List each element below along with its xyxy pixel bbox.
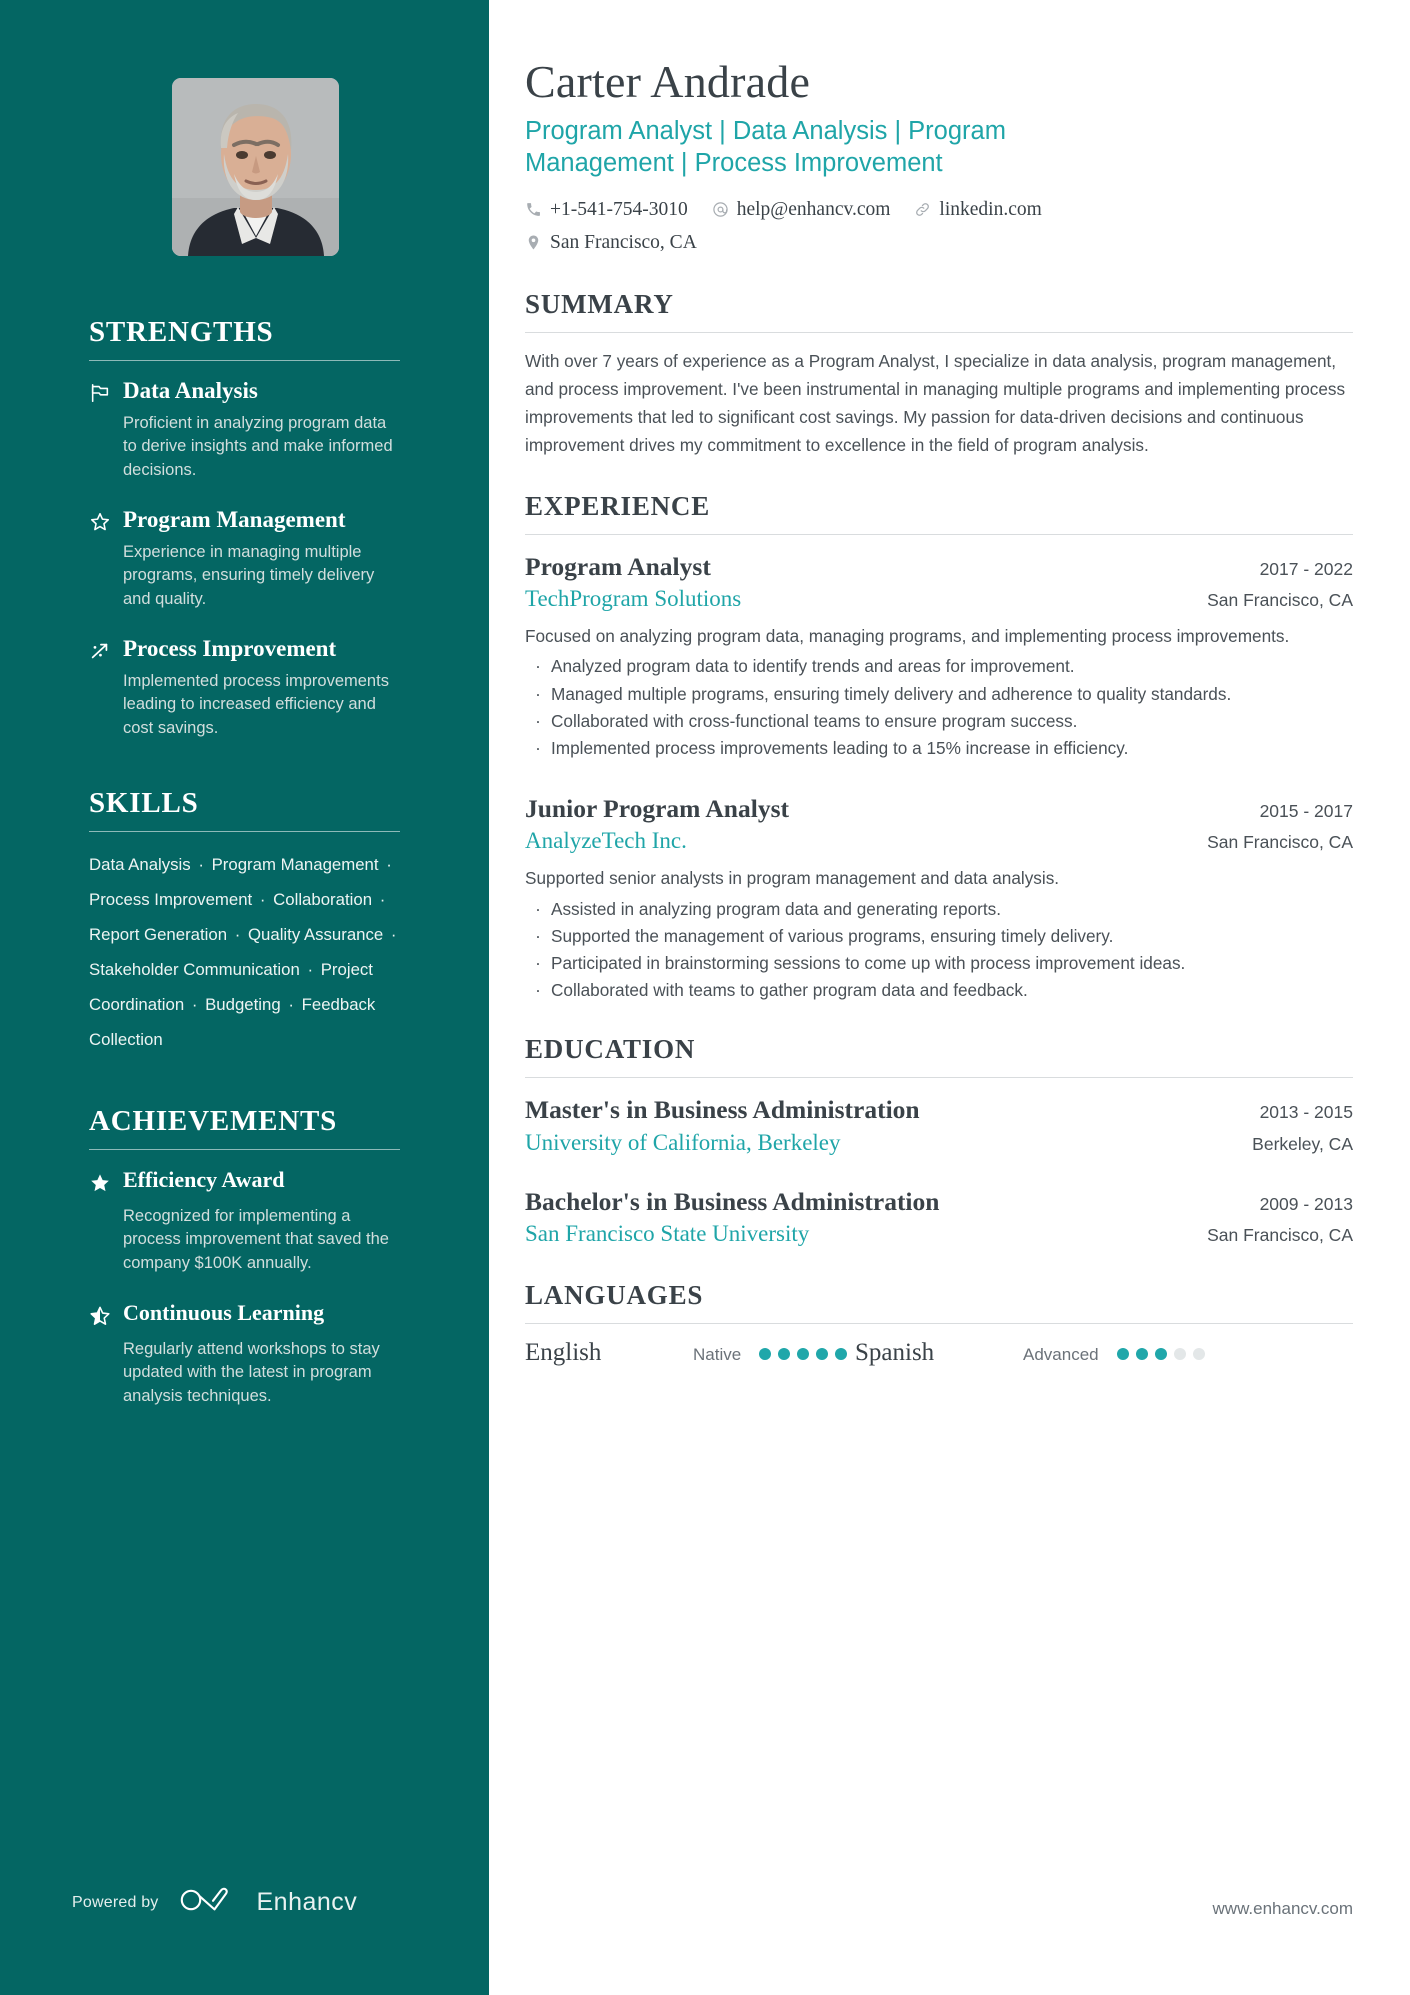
- education-section: [525, 1034, 1353, 1248]
- language-rating: [1117, 1348, 1205, 1360]
- strength-description: Experience in managing multiple programs, ensuring timely delivery and quality.: [123, 542, 375, 608]
- language-item: [525, 1339, 855, 1367]
- rating-dot: [759, 1348, 771, 1360]
- bullet-text: Collaborated with teams to gather program data and feedback.: [551, 980, 1028, 1001]
- bullet-text: Supported the management of various programs, ensuring timely delivery.: [551, 925, 1114, 946]
- skill-item: Collaboration: [273, 889, 373, 909]
- strength-title: Program Management: [123, 507, 346, 533]
- contact-linkedin-text: linkedin.com: [939, 198, 1042, 220]
- bullet-dot-icon: ·: [535, 953, 541, 974]
- rating-dot: [1174, 1348, 1186, 1360]
- skill-separator: ·: [193, 855, 209, 875]
- rating-dot: [778, 1348, 790, 1360]
- bullet-text: Collaborated with cross-functional teams to ensure program success.: [551, 710, 1078, 731]
- summary-section: [525, 289, 1353, 459]
- job-location: San Francisco, CA: [1207, 832, 1353, 853]
- job-organization: TechProgram Solutions: [525, 585, 742, 611]
- star-outline-icon: [89, 506, 123, 535]
- bullet-item: [525, 653, 1353, 679]
- rating-dot: [1193, 1348, 1205, 1360]
- strength-title: Process Improvement: [123, 636, 337, 662]
- job-summary: Supported senior analysts in program management and data analysis.: [525, 868, 1060, 889]
- skills-heading: SKILLS: [89, 787, 199, 820]
- strength-item: [89, 635, 400, 664]
- page-title: Carter Andrade: [525, 56, 811, 107]
- language-rating: [759, 1348, 847, 1360]
- skill-item: Report Generation: [89, 924, 228, 944]
- strength-title: Data Analysis: [123, 378, 258, 403]
- rating-dot: [1155, 1348, 1167, 1360]
- location-pin-icon: [525, 234, 542, 251]
- skill-separator: ·: [283, 994, 299, 1014]
- flag-icon: [89, 377, 123, 406]
- experience-heading: EXPERIENCE: [525, 490, 711, 521]
- strengths-heading: STRENGTHS: [89, 316, 274, 348]
- link-icon: [914, 201, 931, 218]
- experience-entry: [525, 550, 1353, 761]
- bullet-item: [525, 977, 1353, 1003]
- sidebar: [0, 0, 489, 1995]
- languages-section: [525, 1280, 1353, 1367]
- bullet-item: [525, 896, 1353, 922]
- education-entry: [525, 1093, 1353, 1157]
- achievement-description: Recognized for implementing a process improvement that saved the company $100K annually.: [123, 1206, 389, 1272]
- bullet-dot-icon: ·: [535, 656, 541, 677]
- strength-item: [89, 377, 400, 406]
- skill-item: Data Analysis: [89, 855, 191, 875]
- achievement-description: Regularly attend workshops to stay updated with the latest in program analysis techniques.: [123, 1339, 380, 1405]
- school-location: San Francisco, CA: [1207, 1224, 1353, 1245]
- language-item: [855, 1339, 1205, 1367]
- skill-item: Process Improvement: [89, 889, 253, 909]
- bullet-dot-icon: ·: [535, 683, 541, 704]
- skill-separator: ·: [187, 994, 203, 1014]
- bullet-text: Analyzed program data to identify trends and areas for improvement.: [551, 656, 1075, 677]
- star-filled-icon: [89, 1166, 123, 1199]
- job-date: 2015 - 2017: [1259, 800, 1353, 821]
- skill-separator: ·: [302, 959, 318, 979]
- job-organization: AnalyzeTech Inc.: [525, 828, 687, 854]
- main-content: [489, 0, 1410, 1995]
- degree-title: Master's in Business Administration: [525, 1095, 920, 1125]
- education-heading: EDUCATION: [525, 1034, 696, 1065]
- summary-heading: SUMMARY: [525, 289, 674, 320]
- school-name: University of California, Berkeley: [525, 1129, 841, 1155]
- achievement-title: Continuous Learning: [123, 1299, 325, 1325]
- divider: [89, 1149, 400, 1150]
- bullet-text: Participated in brainstorming sessions to come up with process improvement ideas.: [551, 953, 1186, 974]
- divider: [525, 1077, 1353, 1078]
- job-date: 2017 - 2022: [1259, 558, 1353, 579]
- experience-section: [525, 491, 1353, 1004]
- portrait-photo-icon: [172, 78, 339, 256]
- contact-info: [525, 194, 1165, 258]
- skill-item: Quality Assurance: [247, 924, 384, 944]
- bullet-item: [525, 950, 1353, 976]
- rating-dot: [1136, 1348, 1148, 1360]
- divider: [525, 1323, 1353, 1324]
- job-bullets: [525, 653, 1353, 761]
- job-summary: Focused on analyzing program data, managing programs, and implementing process improvements.: [525, 625, 1290, 646]
- trending-up-icon: [89, 635, 123, 664]
- skill-item: Budgeting: [205, 994, 281, 1014]
- divider: [525, 332, 1353, 333]
- headline: Program Analyst | Data Analysis | Program Management | Process Improvement: [525, 116, 1006, 178]
- contact-phone[interactable]: [525, 194, 688, 225]
- email-icon: [712, 201, 729, 218]
- divider: [89, 360, 400, 361]
- skill-separator: ·: [381, 855, 392, 875]
- bullet-dot-icon: ·: [535, 898, 541, 919]
- rating-dot: [797, 1348, 809, 1360]
- education-entry: [525, 1185, 1353, 1249]
- job-title: Junior Program Analyst: [525, 793, 789, 823]
- brand-name: Enhancv: [256, 1888, 358, 1916]
- job-bullets: [525, 896, 1353, 1004]
- phone-icon: [525, 201, 542, 218]
- strengths-section: [0, 316, 489, 740]
- bullet-item: [525, 923, 1353, 949]
- bullet-dot-icon: ·: [535, 737, 541, 758]
- school-name: San Francisco State University: [525, 1220, 810, 1246]
- contact-email[interactable]: [712, 194, 891, 225]
- divider: [525, 534, 1353, 535]
- bullet-text: Implemented process improvements leading to a 15% increase in efficiency.: [551, 737, 1129, 758]
- avatar: [172, 78, 339, 256]
- enhancv-logo-icon: [177, 1886, 239, 1919]
- skill-item: Stakeholder Communication: [89, 959, 300, 979]
- skill-separator: ·: [255, 889, 271, 909]
- strength-item: [89, 506, 400, 535]
- job-title: Program Analyst: [525, 551, 711, 581]
- skill-item: Project Coordination: [89, 959, 373, 1014]
- language-level: Native: [693, 1344, 742, 1364]
- summary-text: With over 7 years of experience as a Program Analyst, I specialize in data analysis, program management, and process improvement. I've been instrumental in managing multiple programs and implementing process improvements that led to significant cost savings. My passion for data-driven decisions and continuous improvement drives my commitment to excellence in the field of program analysis.: [525, 351, 1346, 455]
- bullet-item: [525, 735, 1353, 761]
- languages-heading: LANGUAGES: [525, 1279, 704, 1310]
- degree-title: Bachelor's in Business Administration: [525, 1186, 940, 1216]
- website-footer: www.enhancv.com: [1212, 1899, 1353, 1918]
- degree-date: 2013 - 2015: [1259, 1102, 1353, 1123]
- language-name: English: [525, 1338, 602, 1366]
- skill-separator: ·: [375, 889, 386, 909]
- languages-list: [525, 1339, 1353, 1367]
- achievement-title: Efficiency Award: [123, 1166, 285, 1192]
- achievement-item: [89, 1299, 400, 1332]
- bullet-dot-icon: ·: [535, 925, 541, 946]
- strength-description: Proficient in analyzing program data to derive insights and make informed decisions.: [123, 413, 393, 479]
- job-location: San Francisco, CA: [1207, 589, 1353, 610]
- contact-location-text: San Francisco, CA: [550, 231, 697, 253]
- skill-item: Feedback Collection: [89, 994, 376, 1049]
- bullet-item: [525, 681, 1353, 707]
- bullet-item: [525, 708, 1353, 734]
- contact-email-text: help@enhancv.com: [736, 198, 891, 220]
- skills-section: [0, 787, 489, 1058]
- divider: [89, 831, 400, 832]
- star-half-icon: [89, 1299, 123, 1332]
- skill-separator: ·: [386, 924, 397, 944]
- strength-description: Implemented process improvements leading to increased efficiency and cost savings.: [123, 671, 389, 737]
- skills-list: [89, 848, 400, 1058]
- experience-entry: [525, 792, 1353, 1003]
- skill-separator: ·: [230, 924, 245, 944]
- skill-item: Program Management: [211, 855, 379, 875]
- bullet-text: Managed multiple programs, ensuring timely delivery and adherence to quality standards.: [551, 683, 1232, 704]
- contact-linkedin[interactable]: [914, 194, 1041, 225]
- bullet-dot-icon: ·: [535, 980, 541, 1001]
- contact-location: [525, 227, 1141, 258]
- profile-photo-wrap: [0, 0, 489, 256]
- bullet-text: Assisted in analyzing program data and generating reports.: [551, 898, 1002, 919]
- language-name: Spanish: [855, 1338, 935, 1366]
- achievements-heading: ACHIEVEMENTS: [89, 1104, 338, 1137]
- language-level: Advanced: [1023, 1344, 1099, 1364]
- contact-phone-text: +1-541-754-3010: [550, 198, 688, 220]
- achievements-section: [0, 1105, 489, 1409]
- rating-dot: [1117, 1348, 1129, 1360]
- rating-dot: [816, 1348, 828, 1360]
- rating-dot: [835, 1348, 847, 1360]
- degree-date: 2009 - 2013: [1259, 1193, 1353, 1214]
- sidebar-footer: [72, 1886, 357, 1919]
- school-location: Berkeley, CA: [1252, 1133, 1353, 1154]
- achievement-item: [89, 1166, 400, 1199]
- bullet-dot-icon: ·: [535, 710, 541, 731]
- powered-by-label: Powered by: [72, 1893, 159, 1911]
